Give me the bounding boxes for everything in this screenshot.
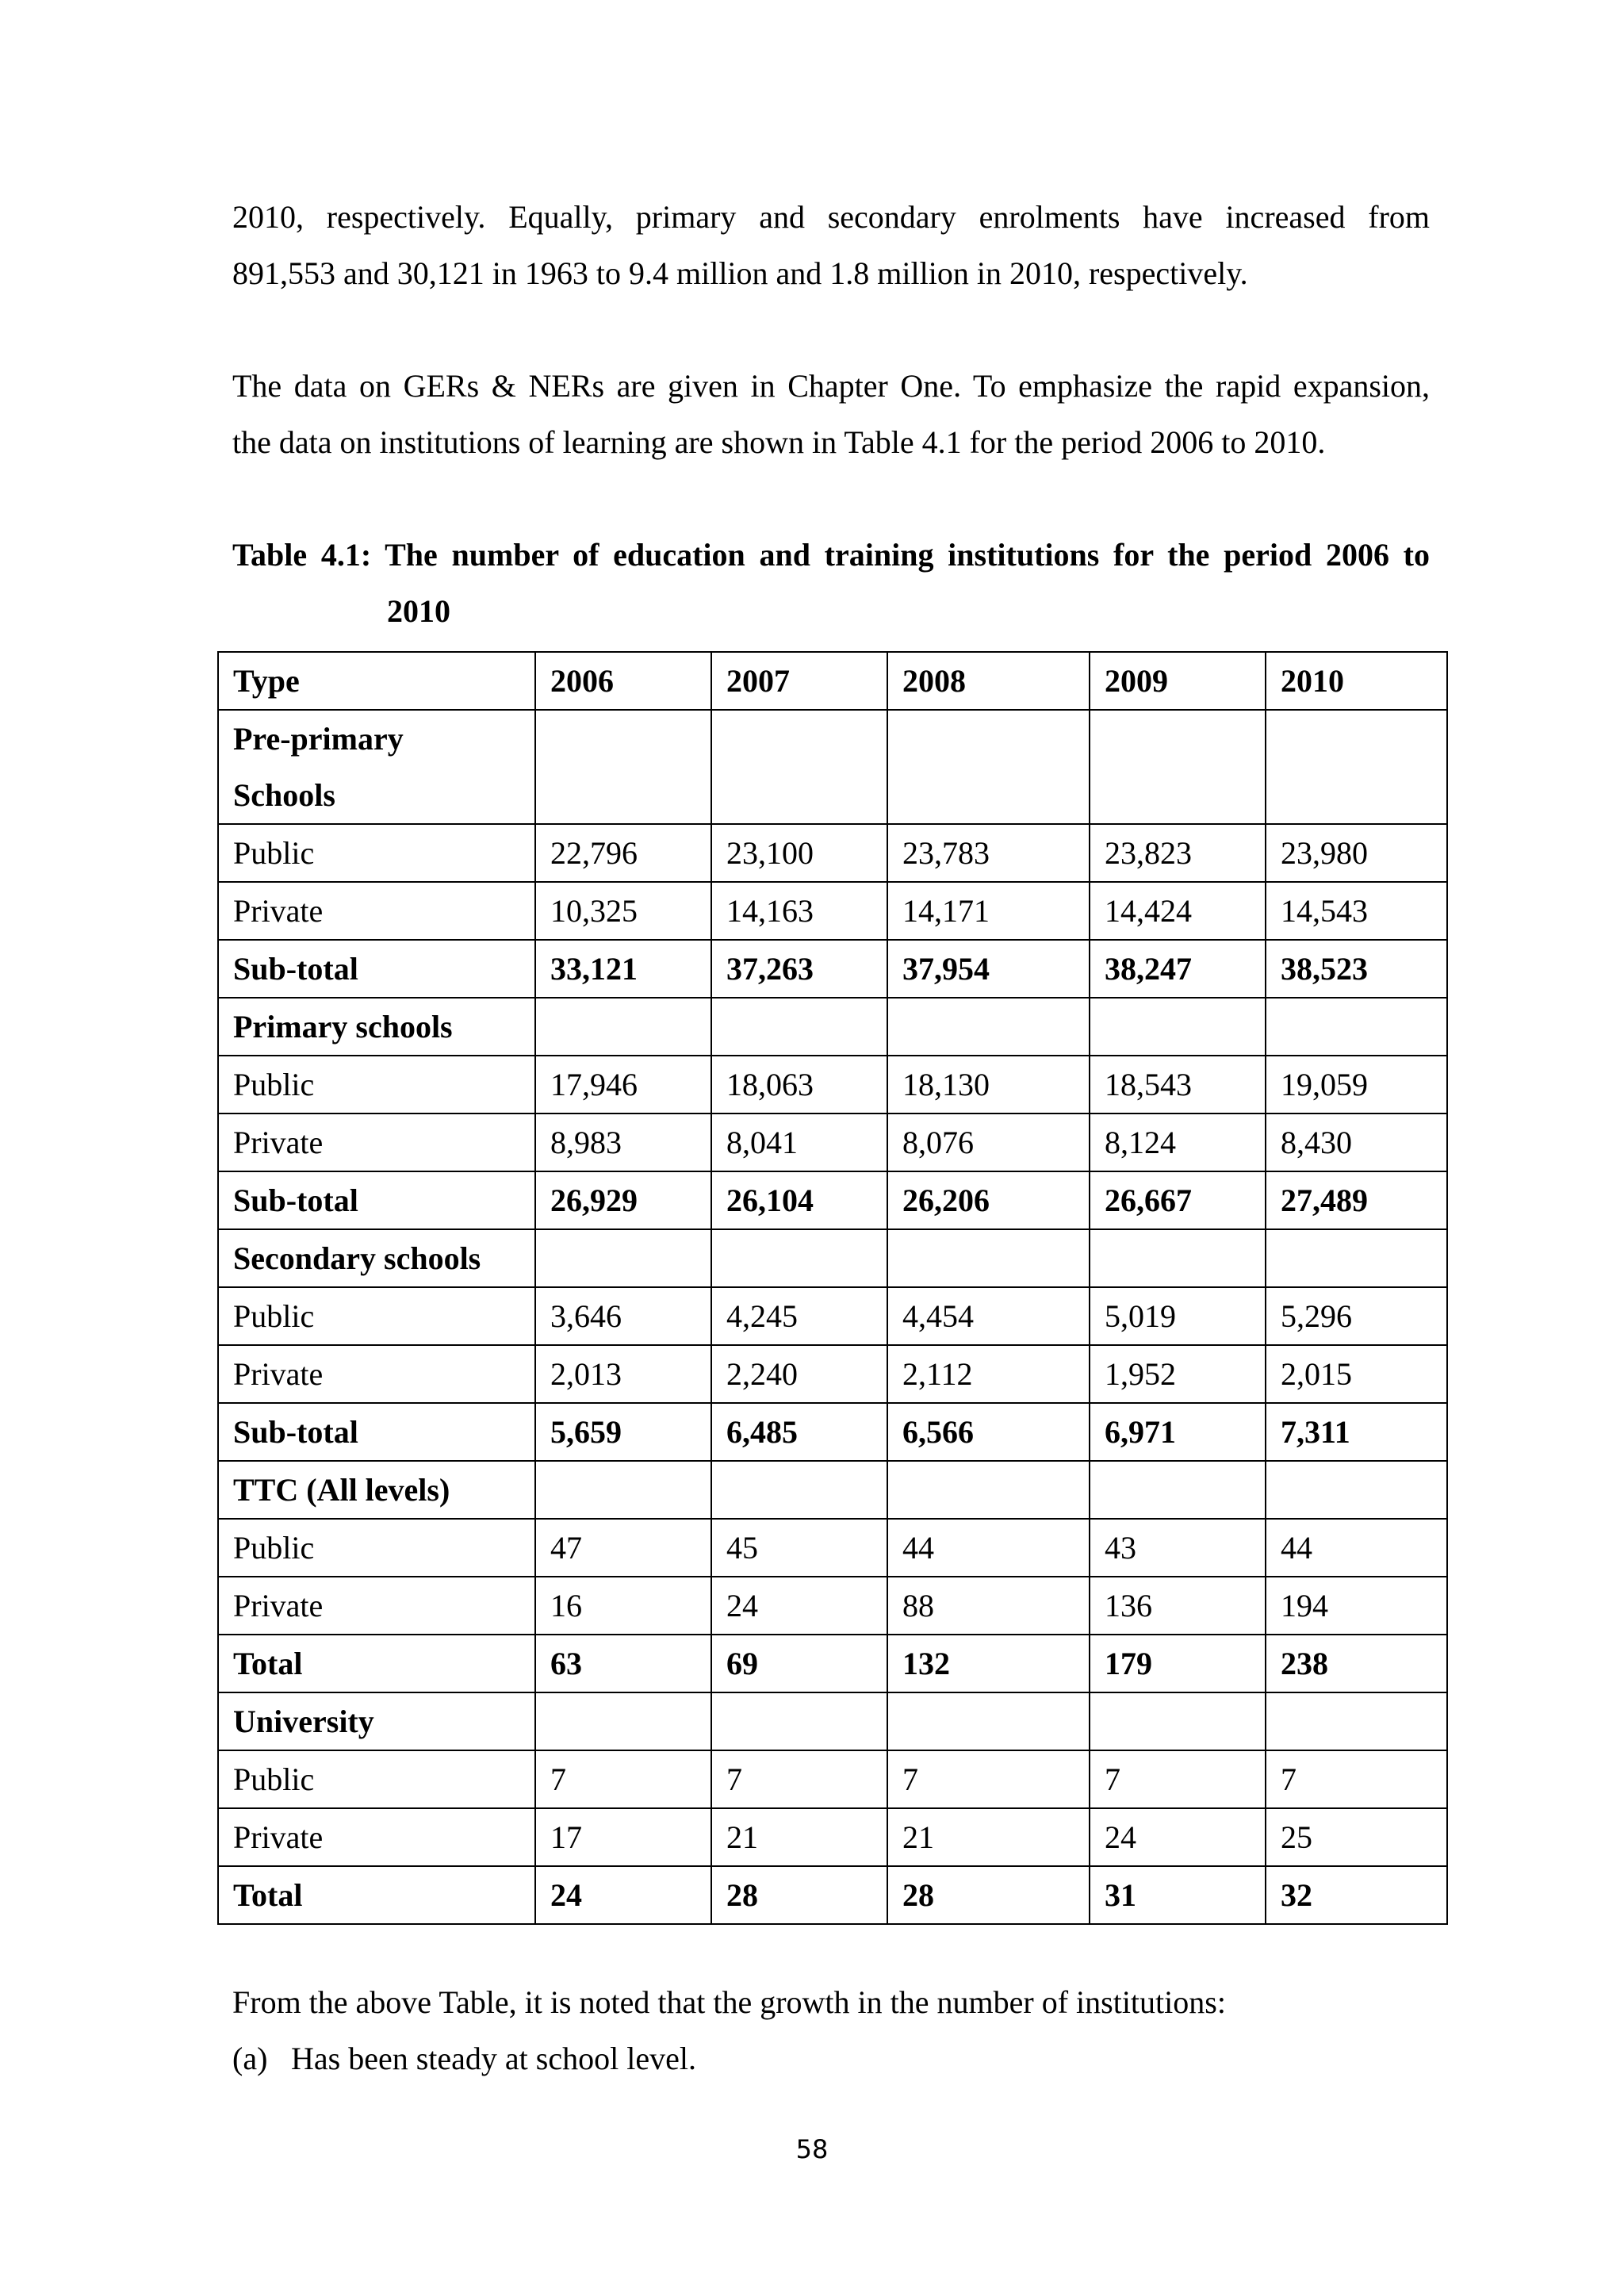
table-cell: 43 <box>1090 1519 1266 1577</box>
row-label: University <box>218 1692 535 1750</box>
list-item-text: Has been steady at school level. <box>291 2041 696 2076</box>
column-header-type: Type <box>218 652 535 710</box>
table-cell: 5,019 <box>1090 1287 1266 1345</box>
table-cell <box>1090 1461 1266 1519</box>
table-row <box>218 1056 1447 1114</box>
table-row-total <box>218 1635 1447 1692</box>
table-cell: 4,245 <box>711 1287 887 1345</box>
table-cell: 8,983 <box>535 1114 711 1171</box>
table-cell: 63 <box>535 1635 711 1692</box>
table-cell: 7 <box>711 1750 887 1808</box>
table-header-row <box>218 652 1447 710</box>
row-label <box>218 710 535 824</box>
table-cell: 194 <box>1266 1577 1447 1635</box>
row-label: Private <box>218 882 535 940</box>
table-cell: 24 <box>535 1866 711 1924</box>
table-cell: 7 <box>535 1750 711 1808</box>
table-cell <box>711 1229 887 1287</box>
table-cell: 33,121 <box>535 940 711 998</box>
table-cell: 238 <box>1266 1635 1447 1692</box>
table-cell: 17,946 <box>535 1056 711 1114</box>
table-cell <box>1266 710 1447 824</box>
row-label: Private <box>218 1808 535 1866</box>
table-cell: 19,059 <box>1266 1056 1447 1114</box>
table-cell: 38,523 <box>1266 940 1447 998</box>
row-label: Total <box>218 1635 535 1692</box>
table-row <box>218 1287 1447 1345</box>
table-cell <box>535 998 711 1056</box>
list-item-marker: (a) <box>232 2041 268 2076</box>
table-cell <box>711 710 887 824</box>
row-label-line: Schools <box>233 777 335 813</box>
table-cell <box>1266 1692 1447 1750</box>
table-cell: 2,240 <box>711 1345 887 1403</box>
table-cell: 44 <box>1266 1519 1447 1577</box>
table-cell: 23,100 <box>711 824 887 882</box>
table-cell <box>535 1461 711 1519</box>
table-cell: 6,566 <box>887 1403 1090 1461</box>
table-cell: 8,124 <box>1090 1114 1266 1171</box>
table-row <box>218 1808 1447 1866</box>
table-cell: 23,783 <box>887 824 1090 882</box>
table-cell: 8,041 <box>711 1114 887 1171</box>
table-cell: 18,130 <box>887 1056 1090 1114</box>
table-cell <box>711 1692 887 1750</box>
table-cell: 1,952 <box>1090 1345 1266 1403</box>
table-cell: 6,971 <box>1090 1403 1266 1461</box>
table-cell: 37,263 <box>711 940 887 998</box>
table-cell <box>887 710 1090 824</box>
table-cell: 8,430 <box>1266 1114 1447 1171</box>
table-cell: 6,485 <box>711 1403 887 1461</box>
table-cell: 8,076 <box>887 1114 1090 1171</box>
table-cell: 14,543 <box>1266 882 1447 940</box>
table-row <box>218 882 1447 940</box>
paragraph-line: 891,553 and 30,121 in 1963 to 9.4 million and 1.8 million in 2010, respectively. <box>232 255 1248 291</box>
table-cell: 17 <box>535 1808 711 1866</box>
table-cell: 14,171 <box>887 882 1090 940</box>
row-label-line: Pre-primary <box>233 721 404 757</box>
table-cell <box>711 1461 887 1519</box>
table-cell: 32 <box>1266 1866 1447 1924</box>
row-label: Public <box>218 1056 535 1114</box>
table-row-section <box>218 998 1447 1056</box>
row-label: Secondary schools <box>218 1229 535 1287</box>
table-cell <box>887 998 1090 1056</box>
table-cell <box>887 1692 1090 1750</box>
table-row <box>218 1577 1447 1635</box>
table-cell: 5,296 <box>1266 1287 1447 1345</box>
table-row-total <box>218 1171 1447 1229</box>
paragraph-line: 2010, respectively. Equally, primary and secondary enrolments have increased from <box>232 199 1430 235</box>
table-cell: 2,112 <box>887 1345 1090 1403</box>
table-cell: 24 <box>1090 1808 1266 1866</box>
table-cell: 24 <box>711 1577 887 1635</box>
paragraph-line: From the above Table, it is noted that the growth in the number of institutions: <box>232 1984 1226 2020</box>
table-cell: 26,206 <box>887 1171 1090 1229</box>
table-cell <box>535 710 711 824</box>
table-row-total <box>218 940 1447 998</box>
row-label: Public <box>218 1519 535 1577</box>
table-cell: 3,646 <box>535 1287 711 1345</box>
table-caption-line: Table 4.1: The number of education and training institutions for the period 2006 to <box>232 537 1430 573</box>
table-cell: 21 <box>711 1808 887 1866</box>
column-header-2008: 2008 <box>887 652 1090 710</box>
table-cell: 88 <box>887 1577 1090 1635</box>
paragraph-gers-ners <box>232 358 1430 470</box>
table-cell: 45 <box>711 1519 887 1577</box>
page-number: 58 <box>795 2134 829 2164</box>
table-cell: 7,311 <box>1266 1403 1447 1461</box>
table-cell <box>535 1692 711 1750</box>
column-header-2009: 2009 <box>1090 652 1266 710</box>
table-cell: 22,796 <box>535 824 711 882</box>
table-cell: 25 <box>1266 1808 1447 1866</box>
table-row <box>218 1345 1447 1403</box>
table-cell: 26,104 <box>711 1171 887 1229</box>
table-row <box>218 1114 1447 1171</box>
table-cell: 69 <box>711 1635 887 1692</box>
row-label: Private <box>218 1114 535 1171</box>
table-cell <box>711 998 887 1056</box>
table-cell <box>887 1229 1090 1287</box>
table-cell: 14,163 <box>711 882 887 940</box>
table-cell: 23,823 <box>1090 824 1266 882</box>
table-cell: 2,013 <box>535 1345 711 1403</box>
table-cell <box>1090 1229 1266 1287</box>
table-row <box>218 1750 1447 1808</box>
table-cell: 7 <box>1266 1750 1447 1808</box>
table-cell: 27,489 <box>1266 1171 1447 1229</box>
table-row-total <box>218 1866 1447 1924</box>
row-label: Private <box>218 1345 535 1403</box>
table-cell <box>1090 998 1266 1056</box>
table-cell: 21 <box>887 1808 1090 1866</box>
column-header-2007: 2007 <box>711 652 887 710</box>
table-cell: 47 <box>535 1519 711 1577</box>
table-row-section <box>218 1229 1447 1287</box>
paragraph-enrolments <box>232 189 1430 301</box>
table-cell: 14,424 <box>1090 882 1266 940</box>
table-row-section <box>218 1692 1447 1750</box>
table-cell <box>1266 1229 1447 1287</box>
table-cell <box>1266 1461 1447 1519</box>
table-cell: 7 <box>887 1750 1090 1808</box>
table-cell: 10,325 <box>535 882 711 940</box>
table-cell: 44 <box>887 1519 1090 1577</box>
paragraph-line: the data on institutions of learning are shown in Table 4.1 for the period 2006 to 2010. <box>232 424 1326 460</box>
row-label: Sub-total <box>218 1171 535 1229</box>
table-row-section-pre-primary <box>218 710 1447 824</box>
list-item <box>232 2030 1430 2087</box>
table-cell: 28 <box>711 1866 887 1924</box>
table-cell: 18,063 <box>711 1056 887 1114</box>
row-label: Sub-total <box>218 1403 535 1461</box>
row-label: TTC (All levels) <box>218 1461 535 1519</box>
paragraph-conclusion <box>232 1974 1430 2087</box>
table-cell: 179 <box>1090 1635 1266 1692</box>
table-cell: 7 <box>1090 1750 1266 1808</box>
table-cell: 4,454 <box>887 1287 1090 1345</box>
table-cell: 5,659 <box>535 1403 711 1461</box>
table-row-section <box>218 1461 1447 1519</box>
table-cell: 31 <box>1090 1866 1266 1924</box>
table-caption-line: 2010 <box>387 593 450 629</box>
institutions-table <box>217 651 1448 1925</box>
table-row-total <box>218 1403 1447 1461</box>
table-cell <box>1090 710 1266 824</box>
table-cell: 2,015 <box>1266 1345 1447 1403</box>
table-cell <box>887 1461 1090 1519</box>
paragraph-line: The data on GERs & NERs are given in Chapter One. To emphasize the rapid expansion, <box>232 368 1430 404</box>
table-cell: 23,980 <box>1266 824 1447 882</box>
table-cell <box>1090 1692 1266 1750</box>
table-cell: 132 <box>887 1635 1090 1692</box>
row-label: Private <box>218 1577 535 1635</box>
table-cell: 38,247 <box>1090 940 1266 998</box>
table-cell: 26,929 <box>535 1171 711 1229</box>
row-label: Public <box>218 1287 535 1345</box>
table-cell: 136 <box>1090 1577 1266 1635</box>
table-body <box>218 710 1447 1924</box>
table-cell: 16 <box>535 1577 711 1635</box>
table-caption <box>232 527 1430 639</box>
row-label: Total <box>218 1866 535 1924</box>
table-cell: 26,667 <box>1090 1171 1266 1229</box>
table-row <box>218 1519 1447 1577</box>
column-header-2006: 2006 <box>535 652 711 710</box>
row-label: Public <box>218 1750 535 1808</box>
table-cell: 28 <box>887 1866 1090 1924</box>
table-cell <box>1266 998 1447 1056</box>
table-cell: 37,954 <box>887 940 1090 998</box>
table-row <box>218 824 1447 882</box>
column-header-2010: 2010 <box>1266 652 1447 710</box>
row-label: Public <box>218 824 535 882</box>
table-cell <box>535 1229 711 1287</box>
row-label: Sub-total <box>218 940 535 998</box>
row-label: Primary schools <box>218 998 535 1056</box>
table-cell: 18,543 <box>1090 1056 1266 1114</box>
